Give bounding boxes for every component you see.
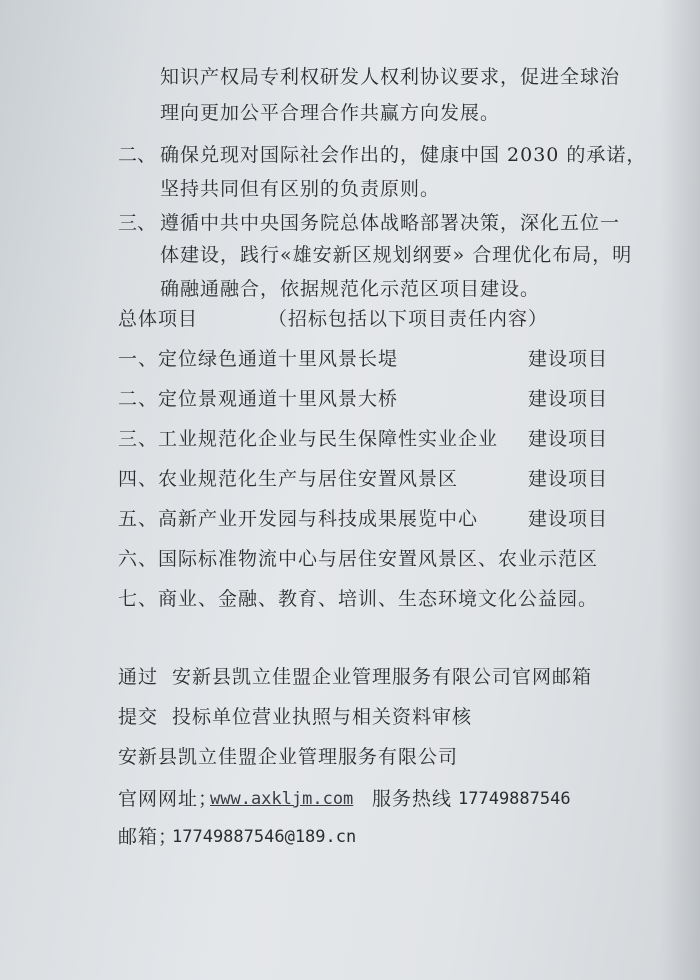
page-edge-shadow [660,0,700,980]
intro-line: 知识产权局专利权研发人权利协议要求，促进全球治 [160,66,621,88]
principle-line: 确保兑现对国际社会作出的，健康中国 2030 的承诺， [160,144,647,166]
project-tag: 建设项目 [528,428,609,450]
via-label: 通过 [118,666,159,688]
principle-line: 体建设，践行«雄安新区规划纲要» 合理优化布局，明 [160,244,633,266]
principle-line: 遵循中共中央国务院总体战略部署决策，深化五位一 [160,212,621,234]
principle-number: 三、 [118,212,157,234]
project-item: 五、高新产业开发园与科技成果展览中心 [118,508,479,530]
projects-note: （招标包括以下项目责任内容） [268,308,549,330]
hotline-number: 17749887546 [458,789,571,809]
email-label: 邮箱； [118,826,179,848]
project-item: 三、工业规范化企业与民生保障性实业企业 [118,428,499,450]
website-label: 官网网址； [118,788,219,810]
hotline-label: 服务热线 [372,788,453,810]
project-tag: 建设项目 [528,468,609,490]
submit-text: 投标单位营业执照与相关资料审核 [172,706,473,728]
principle-number: 二、 [118,144,157,166]
website-link[interactable]: www.axkljm.com [210,789,354,809]
via-text: 安新县凯立佳盟企业管理服务有限公司官网邮箱 [172,666,593,688]
project-tag: 建设项目 [528,348,609,370]
principle-line: 坚持共同但有区别的负责原则。 [160,178,441,200]
company-name: 安新县凯立佳盟企业管理服务有限公司 [118,746,459,768]
intro-line: 理向更加公平合理合作共赢方向发展。 [160,102,501,124]
projects-heading: 总体项目 [118,308,199,330]
project-tag: 建设项目 [528,388,609,410]
project-item: 一、定位绿色通道十里风景长堤 [118,348,399,370]
principle-line: 确融通融合，依据规范化示范区项目建设。 [160,278,541,300]
project-item: 二、定位景观通道十里风景大桥 [118,388,399,410]
submit-label: 提交 [118,706,159,728]
project-tag: 建设项目 [528,508,609,530]
project-item: 六、国际标准物流中心与居住安置风景区、农业示范区 [118,548,599,570]
email-address[interactable]: 17749887546@189.cn [172,827,357,847]
project-item: 七、商业、金融、教育、培训、生态环境文化公益园。 [118,588,599,610]
project-item: 四、农业规范化生产与居住安置风景区 [118,468,459,490]
